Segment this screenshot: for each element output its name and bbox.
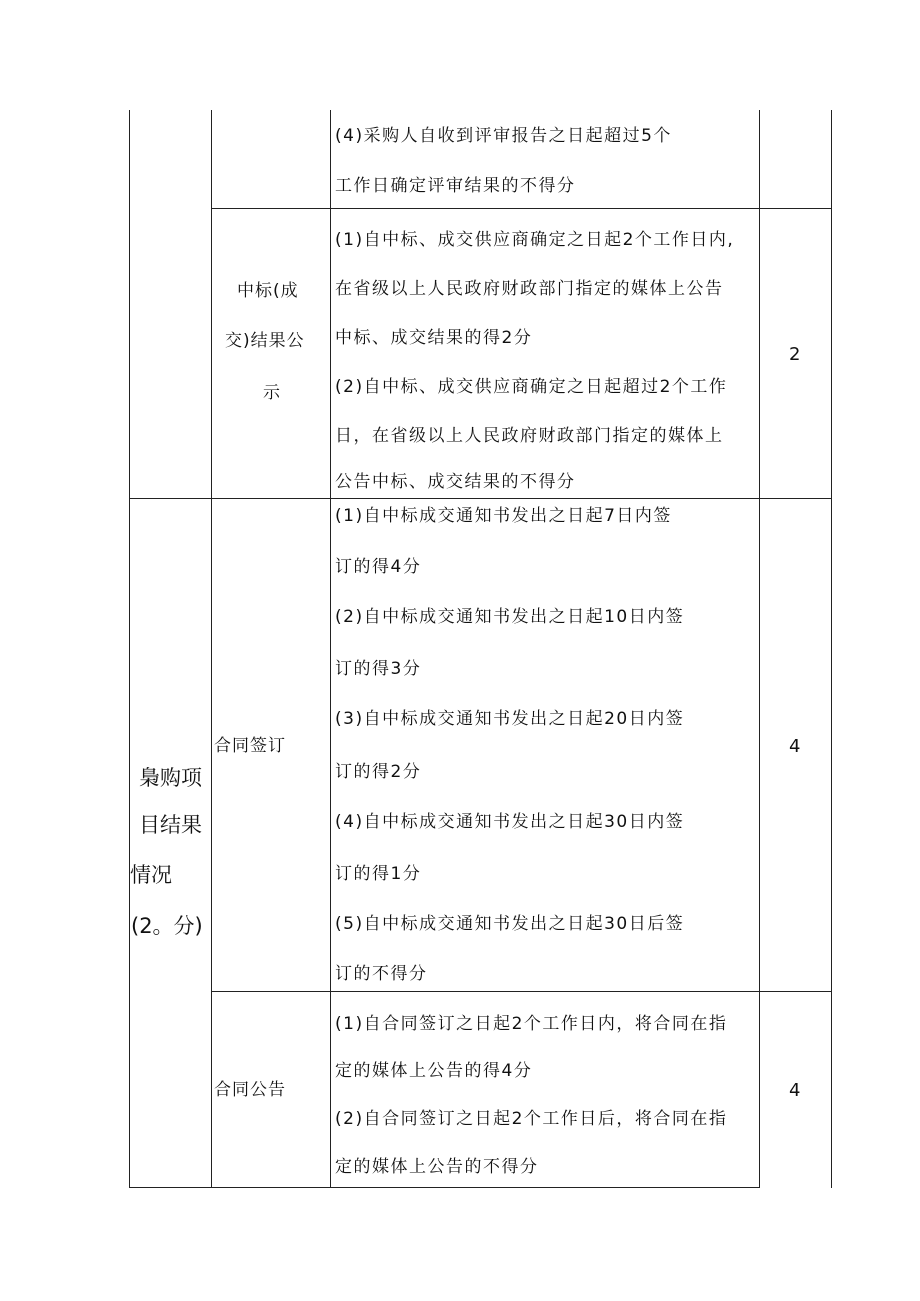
criteria-line: (1)自合同签订之日起2个工作日内，将合同在指: [335, 1014, 728, 1034]
criteria-line: 订的得1分: [335, 864, 422, 884]
table-border-col2: [330, 110, 331, 1188]
criteria-line: 定的媒体上公告的不得分: [335, 1157, 539, 1177]
criteria-line: (2)自中标、成交供应商确定之日起超过2个工作: [335, 377, 728, 397]
criteria-line: 中标、成交结果的得2分: [335, 328, 533, 348]
item-label-line: 示: [263, 383, 281, 403]
criteria-line: 在省级以上人民政府财政部门指定的媒体上公告: [335, 279, 724, 299]
score-value: 2: [789, 344, 801, 365]
item-label-line: 中标(成: [237, 281, 299, 301]
criteria-line: 公告中标、成交结果的不得分: [335, 472, 576, 492]
criteria-line: (4)自中标成交通知书发出之日起30日内签: [335, 812, 685, 832]
criteria-line: 订的得4分: [335, 557, 422, 577]
criteria-line: (2)自合同签订之日起2个工作日后，将合同在指: [335, 1109, 728, 1129]
criteria-line: (2)自中标成交通知书发出之日起10日内签: [335, 607, 685, 627]
row-border-1: [211, 208, 831, 209]
table-border-col3: [759, 110, 760, 1188]
criteria-line: 工作日确定评审结果的不得分: [335, 176, 576, 196]
table-border-left: [129, 110, 130, 1188]
criteria-line: 订的得3分: [335, 659, 422, 679]
category-line: 目结果: [139, 813, 202, 837]
criteria-line: 日，在省级以上人民政府财政部门指定的媒体上: [335, 426, 724, 446]
criteria-line: 订的得2分: [335, 762, 422, 782]
score-value: 4: [789, 736, 801, 757]
table-border-col1: [211, 110, 212, 1188]
criteria-line: (3)自中标成交通知书发出之日起20日内签: [335, 709, 685, 729]
item-label: 合同公告: [214, 1080, 286, 1100]
criteria-line: (1)自中标成交通知书发出之日起7日内签: [335, 506, 672, 526]
item-label-line: 交)结果公: [225, 331, 305, 351]
category-line: 梟购项: [139, 766, 202, 790]
table-border-right: [831, 110, 832, 1188]
criteria-line: (4)采购人自收到评审报告之日起超过5个: [335, 126, 672, 146]
table-border-bottom: [129, 1187, 760, 1188]
criteria-line: 定的媒体上公告的得4分: [335, 1061, 533, 1081]
criteria-line: (5)自中标成交通知书发出之日起30日后签: [335, 914, 685, 934]
category-line: 情况: [130, 863, 172, 887]
criteria-line: (1)自中标、成交供应商确定之日起2个工作日内,: [335, 230, 735, 250]
item-label: 合同签订: [214, 736, 286, 756]
criteria-line: 订的不得分: [335, 964, 428, 984]
row-border-2: [129, 498, 831, 499]
category-line: (2。分): [131, 914, 203, 938]
score-value: 4: [789, 1080, 801, 1101]
row-border-3: [211, 991, 831, 992]
